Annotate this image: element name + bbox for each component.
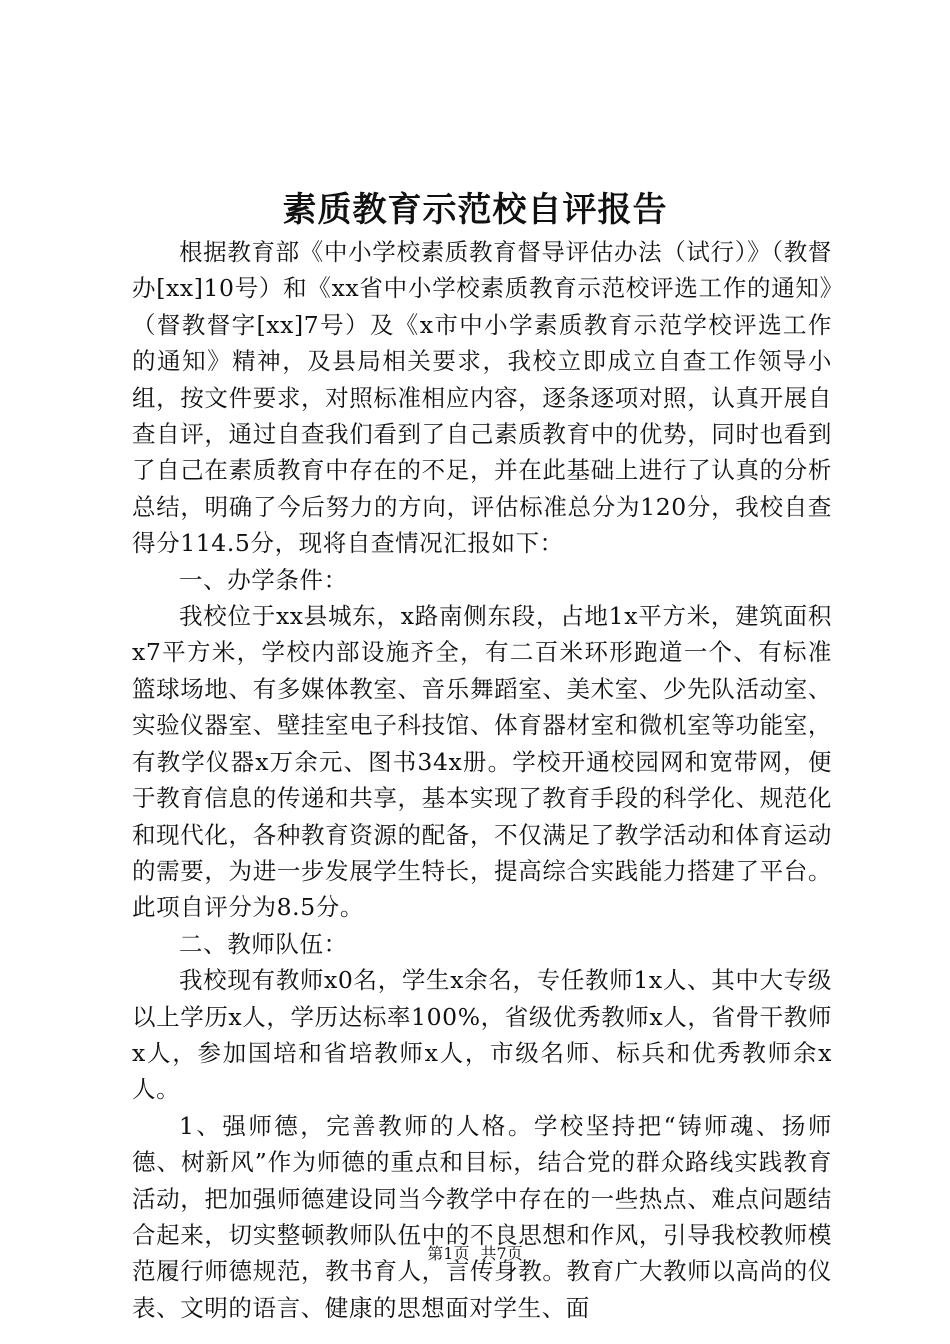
section-heading-school-conditions: 一、办学条件： bbox=[179, 565, 348, 594]
school-conditions-paragraph: 我校位于xx县城东，x路南侧东段，占地1x平方米，建筑面积x7平方米，学校内部设施齐全，有二百米环形跑道一个、有标准篮球场地、有多媒体教室、音乐舞蹈室、美术室、少先队活动室、实验仪器室、壁挂室电子科技馆、体育器材室和微机室等功能室，有教学仪器x万余元、图书34x册。学校开通校园网和宽带网，便于教育信息的传递和共享，基本实现了教育手段的科学化、规范化和现代化，各种教育资源的配备，不仅满足了教学活动和体育运动的需要，为进一步发展学生特长，提高综合实践能力搭建了平台。此项自评分为8.5分。 bbox=[132, 602, 832, 922]
section-heading-teaching-staff: 二、教师队伍： bbox=[179, 929, 348, 958]
page-footer bbox=[0, 1242, 950, 1266]
page-number: 第1页 bbox=[427, 1244, 470, 1263]
teacher-ethics-paragraph: 1、强师德，完善教师的人格。学校坚持把“铸师魂、扬师德、树新风”作为师德的重点和目标，结合党的群众路线实践教育活动，把加强师德建设同当今教学中存在的一些热点、难点问题结合起来，切实整顿教师队伍中的不良思想和作风，引导我校教师模范履行师德规范，教书育人，言传身教。教育广大教师以高尚的仪表、文明的语言、健康的思想面对学生、面 bbox=[132, 1111, 832, 1322]
intro-paragraph: 根据教育部《中小学校素质教育督导评估办法（试行）》（教督办[xx]10号）和《xx省中小学校素质教育示范校评选工作的通知》（督教督字[xx]7号）及《x市中小学素质教育示范学校评选工作的通知》精神，及县局相关要求，我校立即成立自查工作领导小组，按文件要求，对照标准相应内容，逐条逐项对照，认真开展自查自评，通过自查我们看到了自己素质教育中的优势，同时也看到了自己在素质教育中存在的不足，并在此基础上进行了认真的分析总结，明确了今后努力的方向，评估标准总分为120分，我校自查得分114.5分，现将自查情况汇报如下： bbox=[132, 238, 832, 558]
document-body bbox=[132, 234, 832, 1326]
document-title: 素质教育示范校自评报告 bbox=[282, 190, 668, 230]
teaching-staff-paragraph: 我校现有教师x0名，学生x余名，专任教师1x人、其中大专级以上学历x人，学历达标率100%，省级优秀教师x人，省骨干教师x人，参加国培和省培教师x人，市级名师、标兵和优秀教师余x人。 bbox=[132, 966, 832, 1104]
page-total: 共7页 bbox=[480, 1244, 523, 1263]
